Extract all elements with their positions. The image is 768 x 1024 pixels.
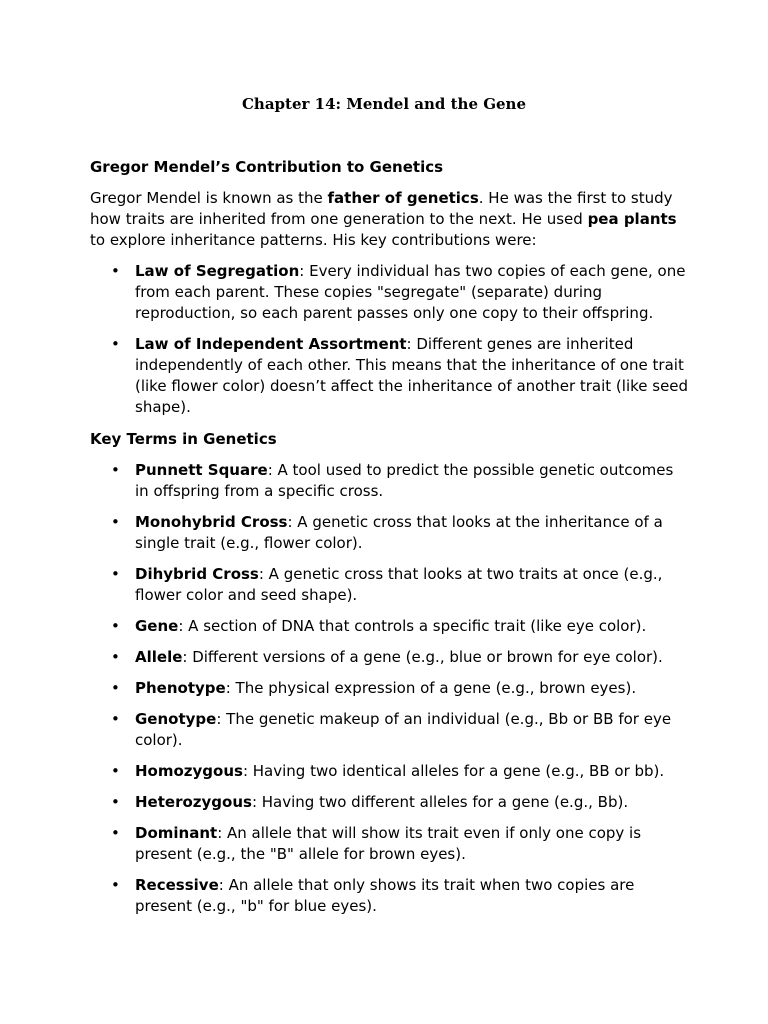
list-item: [90, 678, 690, 699]
term: Gene: [135, 617, 179, 635]
term: Law of Independent Assortment: [135, 335, 407, 353]
intro-text-3: to explore inheritance patterns. His key contributions were:: [90, 231, 537, 249]
term: Punnett Square: [135, 461, 268, 479]
term-description: : The physical expression of a gene (e.g., brown eyes).: [225, 679, 637, 697]
term-description: : Different versions of a gene (e.g., blue or brown for eye color).: [182, 648, 663, 666]
term: Law of Segregation: [135, 262, 300, 280]
term: Dominant: [135, 824, 218, 842]
term: Phenotype: [135, 679, 226, 697]
list-item: [90, 261, 690, 324]
term-description: : The genetic makeup of an individual (e.g., Bb or BB for eye color).: [135, 710, 672, 749]
term-description: : A genetic cross that looks at the inheritance of a single trait (e.g., flower color).: [135, 513, 663, 552]
term-description: : Different genes are inherited independently of each other. This means that the inheritance of one trait (like flower color) doesn’t affect the inheritance of another trait (like seed shape).: [135, 335, 689, 416]
list-item: [90, 823, 690, 865]
page-title: Chapter 14: Mendel and the Gene: [241, 95, 527, 113]
section-heading-key-terms: Key Terms in Genetics: [90, 430, 277, 448]
term-description: : An allele that only shows its trait when two copies are present (e.g., "b" for blue eyes).: [135, 876, 635, 915]
list-item: [90, 761, 690, 782]
key-terms-list: [90, 460, 690, 917]
list-item: [90, 647, 690, 668]
list-item: [90, 616, 690, 637]
term: Dihybrid Cross: [135, 565, 259, 583]
list-item: [90, 460, 690, 502]
section-heading-mendel: Gregor Mendel’s Contribution to Genetics: [90, 158, 444, 176]
term-description: : A section of DNA that controls a specific trait (like eye color).: [178, 617, 647, 635]
term: Heterozygous: [135, 793, 252, 811]
list-item: [90, 512, 690, 554]
term-description: : An allele that will show its trait even if only one copy is present (e.g., the "B" allele for brown eyes).: [135, 824, 642, 863]
intro-text-2: . He was the first to study how traits are inherited from one generation to the next. He used: [90, 189, 673, 228]
list-item: [90, 792, 690, 813]
term-description: : A tool used to predict the possible genetic outcomes in offspring from a specific cross.: [135, 461, 674, 500]
intro-text-1: Gregor Mendel is known as the: [90, 189, 328, 207]
term-description: : Having two identical alleles for a gene (e.g., BB or bb).: [242, 762, 665, 780]
intro-paragraph: [90, 188, 690, 251]
term-description: : Having two different alleles for a gene (e.g., Bb).: [251, 793, 629, 811]
term-description: : A genetic cross that looks at two traits at once (e.g., flower color and seed shape).: [135, 565, 663, 604]
term: Recessive: [135, 876, 219, 894]
term: Homozygous: [135, 762, 243, 780]
term: Monohybrid Cross: [135, 513, 288, 531]
intro-bold-2: pea plants: [587, 210, 677, 228]
term: Genotype: [135, 710, 217, 728]
list-item: [90, 709, 690, 751]
list-item: [90, 334, 690, 418]
list-item: [90, 564, 690, 606]
contributions-list: [90, 261, 690, 418]
term-description: : Every individual has two copies of each gene, one from each parent. These copies "segregate" (separate) during reproduction, so each parent passes only one copy to their offspring.: [135, 262, 686, 322]
intro-bold-1: father of genetics: [327, 189, 479, 207]
term: Allele: [135, 648, 183, 666]
document-body: [90, 156, 690, 927]
list-item: [90, 875, 690, 917]
